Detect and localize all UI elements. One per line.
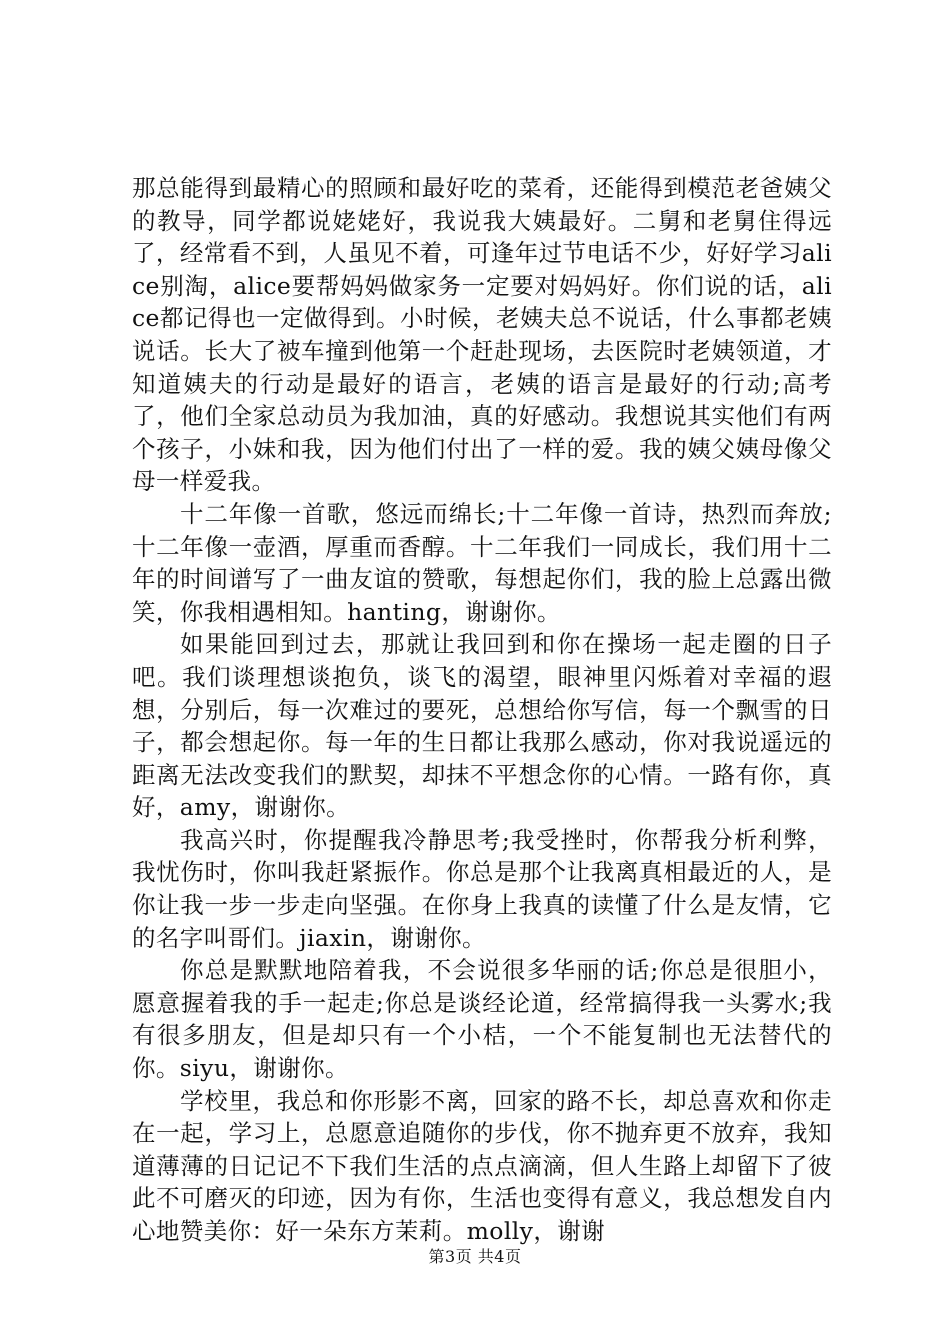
paragraph-2: 十二年像一首歌，悠远而绵长;十二年像一首诗，热烈而奔放;十二年像一壶酒，厚重而香醇。十二年我们一同成长，我们用十二年的时间谱写了一曲友谊的赞歌，每想起你们，我的脸上总露出微笑，你我相遇相知。hanting，谢谢你。 <box>132 499 832 626</box>
paragraph-1: 那总能得到最精心的照顾和最好吃的菜肴，还能得到模范老爸姨父的教导，同学都说姥姥好，我说我大姨最好。二舅和老舅住得远了，经常看不到，人虽见不着，可逢年过节电话不少，好好学习alice别淘，alice要帮妈妈做家务一定要对妈妈好。你们说的话，alice都记得也一定做得到。小时候，老姨夫总不说话，什么事都老姨说话。长大了被车撞到他第一个赶赴现场，去医院时老姨领道，才知道姨夫的行动是最好的语言，老姨的语言是最好的行动;高考了，他们全家总动员为我加油，真的好感动。我想说其实他们有两个孩子，小妹和我，因为他们付出了一样的爱。我的姨父姨母像父母一样爱我。 <box>132 174 832 496</box>
paragraph-3: 如果能回到过去，那就让我回到和你在操场一起走圈的日子吧。我们谈理想谈抱负，谈飞的渴望，眼神里闪烁着对幸福的遐想，分别后，每一次难过的要死，总想给你写信，每一个飘雪的日子，都会想起你。每一年的生日都让我那么感动，你对我说遥远的距离无法改变我们的默契，却抹不平想念你的心情。一路有你，真好，amy，谢谢你。 <box>132 630 832 822</box>
paragraph-4: 我高兴时，你提醒我冷静思考;我受挫时，你帮我分析利弊，我忧伤时，你叫我赶紧振作。你总是那个让我离真相最近的人，是你让我一步一步走向坚强。在你身上我真的读懂了什么是友情，它的名字叫哥们。jiaxin，谢谢你。 <box>132 825 832 952</box>
document-body <box>132 172 832 1248</box>
paragraph-6: 学校里，我总和你形影不离，回家的路不长，却总喜欢和你走在一起，学习上，总愿意追随你的步伐，你不抛弃更不放弃，我知道薄薄的日记记不下我们生活的点点滴滴，但人生路上却留下了彼此不可磨灭的印迹，因为有你，生活也变得有意义，我总想发自内心地赞美你：好一朵东方茉莉。molly，谢谢 <box>132 1086 832 1245</box>
page-number-footer: 第3页 共4页 <box>428 1247 522 1266</box>
paragraph-5: 你总是默默地陪着我，不会说很多华丽的话;你总是很胆小，愿意握着我的手一起走;你总是谈经论道，经常搞得我一头雾水;我有很多朋友，但是却只有一个小桔，一个不能复制也无法替代的你。siyu，谢谢你。 <box>132 956 832 1083</box>
